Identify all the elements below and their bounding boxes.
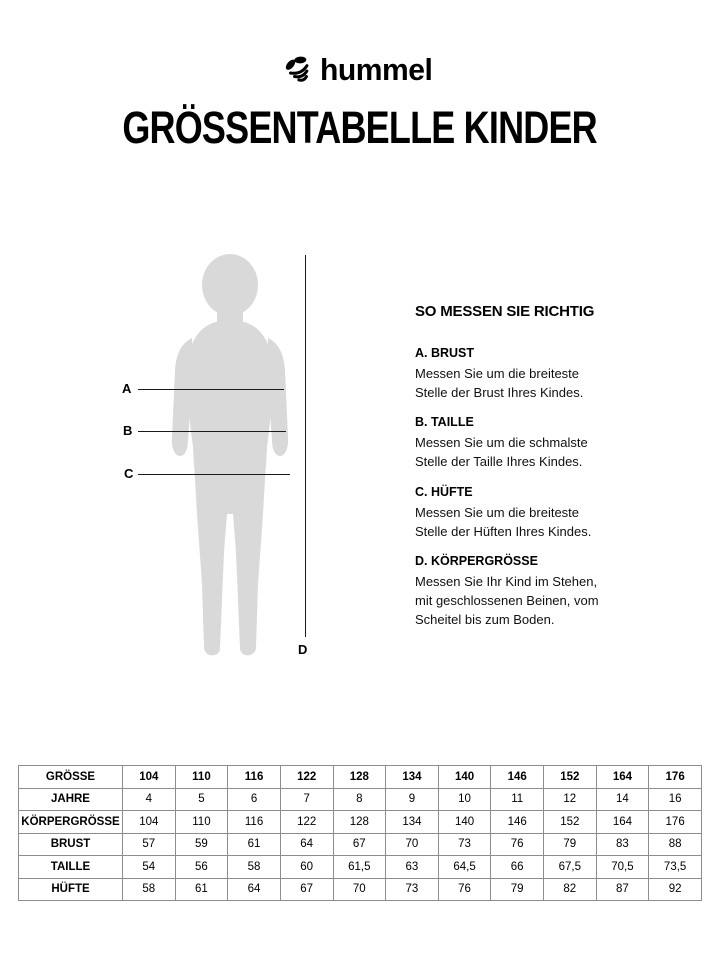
table-cell: 140 (438, 766, 491, 789)
table-cell: 12 (544, 788, 597, 811)
table-cell: 110 (175, 766, 228, 789)
measurement-diagram (0, 210, 720, 755)
brand-logo (0, 52, 720, 88)
size-table-body (19, 766, 702, 901)
table-cell: 134 (386, 811, 439, 834)
table-cell: 64,5 (438, 856, 491, 879)
instruction-taille (415, 415, 609, 471)
table-cell: 122 (280, 811, 333, 834)
table-cell: 104 (123, 766, 176, 789)
page-title (0, 102, 720, 154)
instruction-koerpergroesse (415, 554, 609, 629)
table-cell: 63 (386, 856, 439, 879)
table-cell: 64 (280, 833, 333, 856)
measuring-instructions (415, 303, 609, 642)
table-cell: 4 (123, 788, 176, 811)
instruction-text: Messen Sie um die breiteste Stelle der Brust Ihres Kindes. (415, 366, 584, 400)
table-cell: 128 (333, 811, 386, 834)
table-cell: 128 (333, 766, 386, 789)
table-cell: 73 (386, 878, 439, 901)
table-cell: 70 (386, 833, 439, 856)
table-cell: 64 (228, 878, 281, 901)
label-c: C (124, 466, 134, 481)
table-row (19, 878, 702, 901)
height-measure-line (305, 255, 306, 637)
table-row (19, 766, 702, 789)
table-cell: 134 (386, 766, 439, 789)
table-cell: 6 (228, 788, 281, 811)
table-cell: 92 (649, 878, 702, 901)
table-cell: 76 (438, 878, 491, 901)
table-cell: 73 (438, 833, 491, 856)
table-cell: 67 (280, 878, 333, 901)
table-cell: 76 (491, 833, 544, 856)
table-cell: 164 (596, 811, 649, 834)
table-cell: 11 (491, 788, 544, 811)
row-label: TAILLE (19, 856, 123, 879)
label-d: D (298, 642, 308, 657)
size-table (18, 765, 702, 901)
label-b: B (123, 423, 133, 438)
table-cell: 146 (491, 811, 544, 834)
table-cell: 9 (386, 788, 439, 811)
table-cell: 83 (596, 833, 649, 856)
instruction-title: A. BRUST (415, 346, 475, 360)
table-cell: 67 (333, 833, 386, 856)
instruction-title: C. HÜFTE (415, 484, 473, 499)
table-cell: 16 (649, 788, 702, 811)
table-cell: 61 (228, 833, 281, 856)
row-label: GRÖSSE (19, 766, 123, 789)
table-cell: 58 (228, 856, 281, 879)
table-cell: 152 (544, 766, 597, 789)
table-cell: 58 (123, 878, 176, 901)
table-cell: 88 (649, 833, 702, 856)
table-cell: 73,5 (649, 856, 702, 879)
table-cell: 57 (123, 833, 176, 856)
table-cell: 5 (175, 788, 228, 811)
table-cell: 56 (175, 856, 228, 879)
table-cell: 152 (544, 811, 597, 834)
instruction-title: D. KÖRPERGRÖSSE (415, 554, 538, 569)
table-cell: 61 (175, 878, 228, 901)
table-row (19, 856, 702, 879)
instructions-heading: SO MESSEN SIE RICHTIG (415, 303, 595, 320)
instruction-text: Messen Sie Ihr Kind im Stehen, mit geschlossenen Beinen, vom Scheitel bis zum Boden. (415, 574, 599, 627)
table-cell: 79 (544, 833, 597, 856)
table-cell: 140 (438, 811, 491, 834)
table-row (19, 833, 702, 856)
table-cell: 104 (123, 811, 176, 834)
instruction-text: Messen Sie um die breiteste Stelle der Hüften Ihres Kindes. (415, 504, 592, 539)
table-cell: 70,5 (596, 856, 649, 879)
label-a: A (122, 381, 132, 396)
table-cell: 176 (649, 811, 702, 834)
table-cell: 82 (544, 878, 597, 901)
table-cell: 60 (280, 856, 333, 879)
table-cell: 116 (228, 811, 281, 834)
instruction-title: B. TAILLE (415, 415, 474, 430)
table-cell: 67,5 (544, 856, 597, 879)
table-row (19, 788, 702, 811)
hip-measure-line (138, 474, 290, 475)
table-cell: 176 (649, 766, 702, 789)
table-row (19, 811, 702, 834)
hummel-bee-icon (284, 55, 314, 85)
waist-measure-line (138, 431, 286, 432)
table-cell: 87 (596, 878, 649, 901)
table-cell: 146 (491, 766, 544, 789)
chest-measure-line (138, 389, 284, 390)
table-cell: 61,5 (333, 856, 386, 879)
table-cell: 59 (175, 833, 228, 856)
instruction-huefte (415, 485, 609, 541)
row-label: HÜFTE (19, 878, 123, 901)
child-silhouette (160, 252, 300, 672)
table-cell: 164 (596, 766, 649, 789)
table-cell: 10 (438, 788, 491, 811)
instruction-brust (415, 346, 609, 402)
table-cell: 122 (280, 766, 333, 789)
brand-wordmark: hummel (320, 52, 433, 87)
row-label: KÖRPERGRÖSSE (19, 811, 123, 834)
table-cell: 66 (491, 856, 544, 879)
instruction-text: Messen Sie um die schmalste Stelle der Taille Ihres Kindes. (415, 435, 588, 470)
table-cell: 54 (123, 856, 176, 879)
table-cell: 79 (491, 878, 544, 901)
table-cell: 8 (333, 788, 386, 811)
row-label: BRUST (19, 833, 123, 856)
table-cell: 7 (280, 788, 333, 811)
table-cell: 116 (228, 766, 281, 789)
row-label: JAHRE (19, 788, 123, 811)
page-title-text: GRÖSSENTABELLE KINDER (122, 102, 598, 153)
table-cell: 14 (596, 788, 649, 811)
table-cell: 110 (175, 811, 228, 834)
table-cell: 70 (333, 878, 386, 901)
